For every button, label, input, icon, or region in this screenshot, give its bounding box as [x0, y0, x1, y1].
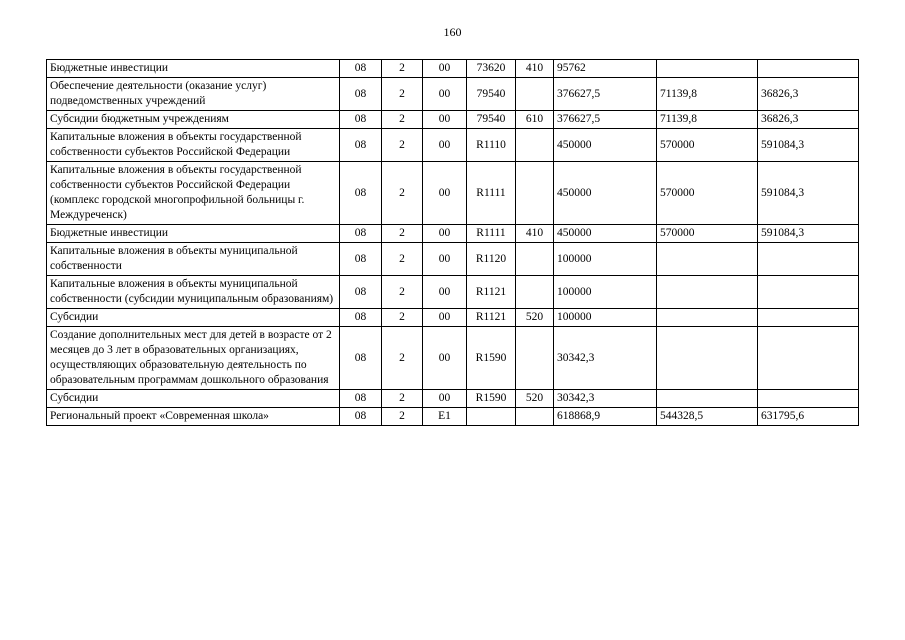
cell-amount-year2: [657, 60, 758, 78]
cell-amount-year3: [758, 60, 859, 78]
cell-amount-year1: 450000: [554, 225, 657, 243]
page-number: 160: [443, 25, 462, 39]
cell-section: 08: [340, 327, 382, 390]
cell-section: 08: [340, 162, 382, 225]
row-name: Бюджетные инвестиции: [47, 60, 340, 78]
row-name: Капитальные вложения в объекты муниципальной собственности (субсидии муниципальным образованиям): [47, 276, 340, 309]
cell-amount-year1: 100000: [554, 309, 657, 327]
table-row: [47, 276, 859, 309]
cell-section: 08: [340, 309, 382, 327]
cell-subsection: 2: [382, 78, 423, 111]
cell-section: 08: [340, 243, 382, 276]
cell-expense-type: [516, 162, 554, 225]
cell-section: 08: [340, 225, 382, 243]
table-row: [47, 78, 859, 111]
cell-amount-year2: [657, 309, 758, 327]
cell-amount-year3: [758, 327, 859, 390]
cell-amount-year3: 631795,6: [758, 408, 859, 426]
cell-amount-year1: 376627,5: [554, 111, 657, 129]
cell-amount-year1: 450000: [554, 162, 657, 225]
row-name: Субсидии: [47, 309, 340, 327]
cell-amount-year2: [657, 276, 758, 309]
cell-section: 08: [340, 111, 382, 129]
cell-section: 08: [340, 60, 382, 78]
row-name: Создание дополнительных мест для детей в возрасте от 2 месяцев до 3 лет в образовательных организациях, осуществляющих образовательную деятельность по образовательным программам дошкольного образования: [47, 327, 340, 390]
cell-program: 00: [423, 243, 467, 276]
cell-program: 00: [423, 60, 467, 78]
cell-amount-year2: [657, 243, 758, 276]
row-name: Капитальные вложения в объекты муниципальной собственности: [47, 243, 340, 276]
cell-subsection: 2: [382, 111, 423, 129]
cell-program: 00: [423, 276, 467, 309]
table-row: [47, 309, 859, 327]
cell-section: 08: [340, 129, 382, 162]
table-row: [47, 129, 859, 162]
cell-amount-year2: 71139,8: [657, 78, 758, 111]
cell-section: 08: [340, 390, 382, 408]
cell-amount-year2: 570000: [657, 129, 758, 162]
cell-subsection: 2: [382, 60, 423, 78]
budget-table: [46, 59, 859, 426]
cell-expense-type: 520: [516, 390, 554, 408]
cell-target-code: R1110: [467, 129, 516, 162]
cell-expense-type: [516, 276, 554, 309]
row-name: Капитальные вложения в объекты государственной собственности субъектов Российской Федерации (комплекс городской многопрофильной больницы г. Междуреченск): [47, 162, 340, 225]
cell-target-code: R1590: [467, 390, 516, 408]
row-name: Капитальные вложения в объекты государственной собственности субъектов Российской Федерации: [47, 129, 340, 162]
cell-amount-year2: [657, 390, 758, 408]
cell-amount-year1: 30342,3: [554, 327, 657, 390]
cell-program: 00: [423, 309, 467, 327]
table-row: [47, 390, 859, 408]
cell-section: 08: [340, 78, 382, 111]
cell-amount-year2: 570000: [657, 225, 758, 243]
cell-amount-year3: [758, 243, 859, 276]
table-row: [47, 327, 859, 390]
cell-expense-type: [516, 408, 554, 426]
table-row: [47, 408, 859, 426]
cell-amount-year3: 591084,3: [758, 129, 859, 162]
table-row: [47, 225, 859, 243]
row-name: Субсидии бюджетным учреждениям: [47, 111, 340, 129]
cell-expense-type: 410: [516, 60, 554, 78]
cell-target-code: R1111: [467, 225, 516, 243]
cell-amount-year2: [657, 327, 758, 390]
cell-program: 00: [423, 129, 467, 162]
cell-amount-year1: 618868,9: [554, 408, 657, 426]
row-name: Обеспечение деятельности (оказание услуг) подведомственных учреждений: [47, 78, 340, 111]
cell-amount-year2: 71139,8: [657, 111, 758, 129]
cell-amount-year3: 591084,3: [758, 162, 859, 225]
cell-amount-year3: [758, 276, 859, 309]
cell-expense-type: [516, 129, 554, 162]
cell-target-code: R1590: [467, 327, 516, 390]
cell-amount-year3: [758, 309, 859, 327]
cell-amount-year1: 30342,3: [554, 390, 657, 408]
row-name: Бюджетные инвестиции: [47, 225, 340, 243]
cell-target-code: R1121: [467, 276, 516, 309]
cell-target-code: R1111: [467, 162, 516, 225]
cell-target-code: [467, 408, 516, 426]
cell-amount-year1: 95762: [554, 60, 657, 78]
cell-subsection: 2: [382, 243, 423, 276]
cell-program: 00: [423, 327, 467, 390]
cell-target-code: R1120: [467, 243, 516, 276]
cell-subsection: 2: [382, 309, 423, 327]
table-row: [47, 60, 859, 78]
cell-subsection: 2: [382, 408, 423, 426]
cell-amount-year1: 100000: [554, 243, 657, 276]
cell-subsection: 2: [382, 225, 423, 243]
cell-subsection: 2: [382, 276, 423, 309]
cell-subsection: 2: [382, 162, 423, 225]
cell-subsection: 2: [382, 390, 423, 408]
cell-expense-type: [516, 327, 554, 390]
cell-expense-type: 410: [516, 225, 554, 243]
row-name: Региональный проект «Современная школа»: [47, 408, 340, 426]
cell-program: 00: [423, 78, 467, 111]
cell-section: 08: [340, 276, 382, 309]
cell-section: 08: [340, 408, 382, 426]
cell-target-code: 79540: [467, 78, 516, 111]
cell-amount-year1: 376627,5: [554, 78, 657, 111]
cell-subsection: 2: [382, 327, 423, 390]
table-row: [47, 162, 859, 225]
cell-amount-year3: 36826,3: [758, 111, 859, 129]
cell-expense-type: [516, 243, 554, 276]
cell-program: 00: [423, 162, 467, 225]
table-row: [47, 111, 859, 129]
cell-target-code: R1121: [467, 309, 516, 327]
cell-amount-year3: [758, 390, 859, 408]
cell-amount-year2: 570000: [657, 162, 758, 225]
cell-target-code: 79540: [467, 111, 516, 129]
cell-amount-year2: 544328,5: [657, 408, 758, 426]
cell-expense-type: 520: [516, 309, 554, 327]
row-name: Субсидии: [47, 390, 340, 408]
cell-amount-year1: 450000: [554, 129, 657, 162]
cell-subsection: 2: [382, 129, 423, 162]
cell-program: 00: [423, 390, 467, 408]
table-row: [47, 243, 859, 276]
cell-amount-year3: 591084,3: [758, 225, 859, 243]
cell-program: E1: [423, 408, 467, 426]
cell-target-code: 73620: [467, 60, 516, 78]
cell-expense-type: [516, 78, 554, 111]
cell-program: 00: [423, 111, 467, 129]
cell-expense-type: 610: [516, 111, 554, 129]
cell-program: 00: [423, 225, 467, 243]
cell-amount-year1: 100000: [554, 276, 657, 309]
cell-amount-year3: 36826,3: [758, 78, 859, 111]
